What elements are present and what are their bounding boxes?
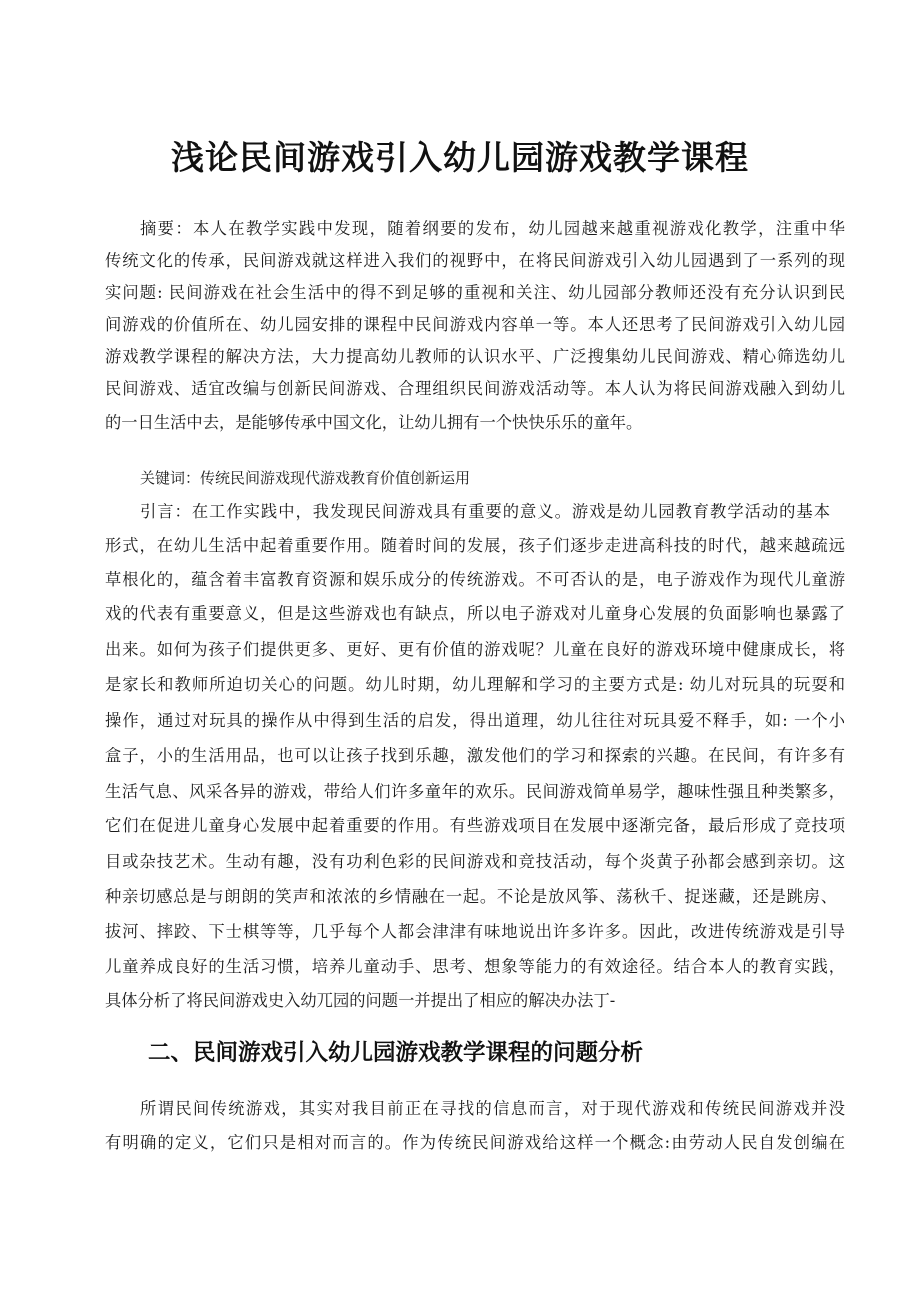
intro-line: 出来。如何为孩子们提供更多、更好、更有价值的游戏呢？儿童在良好的游戏环境中健康成长，将 bbox=[105, 640, 845, 659]
abstract-line: 摘要：本人在教学实践中发现，随着纲要的发布，幼儿园越来越重视游戏化教学，注重中华 bbox=[140, 219, 845, 238]
intro-line: 盒子，小的生活用品，也可以让孩子找到乐趣，激发他们的学习和探索的兴趣。在民间，有许多有 bbox=[105, 746, 845, 765]
keywords: 关键词：传统民间游戏现代游戏教育价值创新运用 bbox=[140, 469, 471, 487]
abstract-line: 民间游戏、适宜改编与创新民间游戏、合理组织民间游戏活动等。本人认为将民间游戏融入到幼儿 bbox=[105, 379, 845, 398]
intro-line: 引言：在工作实践中，我发现民间游戏具有重要的意义。游戏是幼儿园教育教学活动的基本 bbox=[140, 502, 830, 521]
abstract-line: 传统文化的传承，民间游戏就这样进入我们的视野中，在将民间游戏引入幼儿园遇到了一系列的现 bbox=[105, 251, 845, 270]
document-title: 浅论民间游戏引入幼儿园游戏教学课程 bbox=[171, 138, 749, 177]
intro-line: 草根化的，蕴含着丰富教育资源和娱乐成分的传统游戏。不可否认的是，电子游戏作为现代儿童游 bbox=[105, 570, 845, 589]
intro-line: 目或杂技艺术。生动有趣，没有功利色彩的民间游戏和竞技活动，每个炎黄子孙都会感到亲切。这 bbox=[105, 852, 845, 871]
section-heading: 二、民间游戏引入幼儿园游戏教学课程的问题分析 bbox=[148, 1040, 644, 1066]
intro-line: 形式，在幼儿生活中起着重要作用。随着时间的发展，孩子们逐步走进高科技的时代，越来越疏远 bbox=[105, 536, 845, 555]
intro-line: 拔河、摔跤、下士棋等等，几乎每个人都会津津有味地说出许多许多。因此，改进传统游戏是引导 bbox=[105, 922, 845, 941]
abstract-line: 实问题: 民间游戏在社会生活中的得不到足够的重视和关注、幼儿园部分教师还没有充分认识到民 bbox=[105, 283, 845, 302]
section-line: 有明确的定义，它们只是相对而言的。作为传统民间游戏给这样一个概念:由劳动人民自发创编在 bbox=[105, 1133, 845, 1152]
abstract-line: 间游戏的价值所在、幼儿园安排的课程中民间游戏内容单一等。本人还思考了民间游戏引入幼儿园 bbox=[105, 315, 845, 334]
abstract-line: 的一日生活中去，是能够传承中国文化，让幼儿拥有一个快快乐乐的童年。 bbox=[105, 413, 643, 432]
intro-line: 具体分析了将民间游戏史入幼兀园的问题一并提出了相应的解决办法丁- bbox=[105, 991, 616, 1010]
intro-line: 是家长和教师所迫切关心的问题。幼儿时期，幼儿理解和学习的主要方式是: 幼儿对玩具的玩耍和 bbox=[105, 675, 845, 694]
intro-line: 种亲切感总是与朗朗的笑声和浓浓的乡情融在一起。不论是放风筝、荡秋千、捉迷藏，还是跳房、 bbox=[105, 887, 837, 906]
intro-line: 儿童养成良好的生活习惯，培养儿童动手、思考、想象等能力的有效途径。结合本人的教育实践， bbox=[105, 957, 845, 976]
intro-line: 戏的代表有重要意义，但是这些游戏也有缺点，所以电子游戏对儿童身心发展的负面影响也暴露了 bbox=[105, 604, 845, 623]
section-line: 所谓民间传统游戏，其实对我目前正在寻找的信息而言，对于现代游戏和传统民间游戏并没 bbox=[140, 1099, 845, 1118]
intro-line: 它们在促进儿童身心发展中起着重要的作用。有些游戏项目在发展中逐渐完备，最后形成了竞技项 bbox=[105, 816, 845, 835]
intro-line: 操作，通过对玩具的操作从中得到生活的启发，得出道理，幼儿往往对玩具爱不释手，如: 一个小 bbox=[105, 711, 845, 730]
intro-line: 生活气息、风采各异的游戏，带给人们许多童年的欢乐。民间游戏简单易学，趣味性强且种类繁多， bbox=[105, 782, 845, 801]
abstract-line: 游戏教学课程的解决方法，大力提高幼儿教师的认识水平、广泛搜集幼儿民间游戏、精心筛选幼儿 bbox=[105, 347, 845, 366]
